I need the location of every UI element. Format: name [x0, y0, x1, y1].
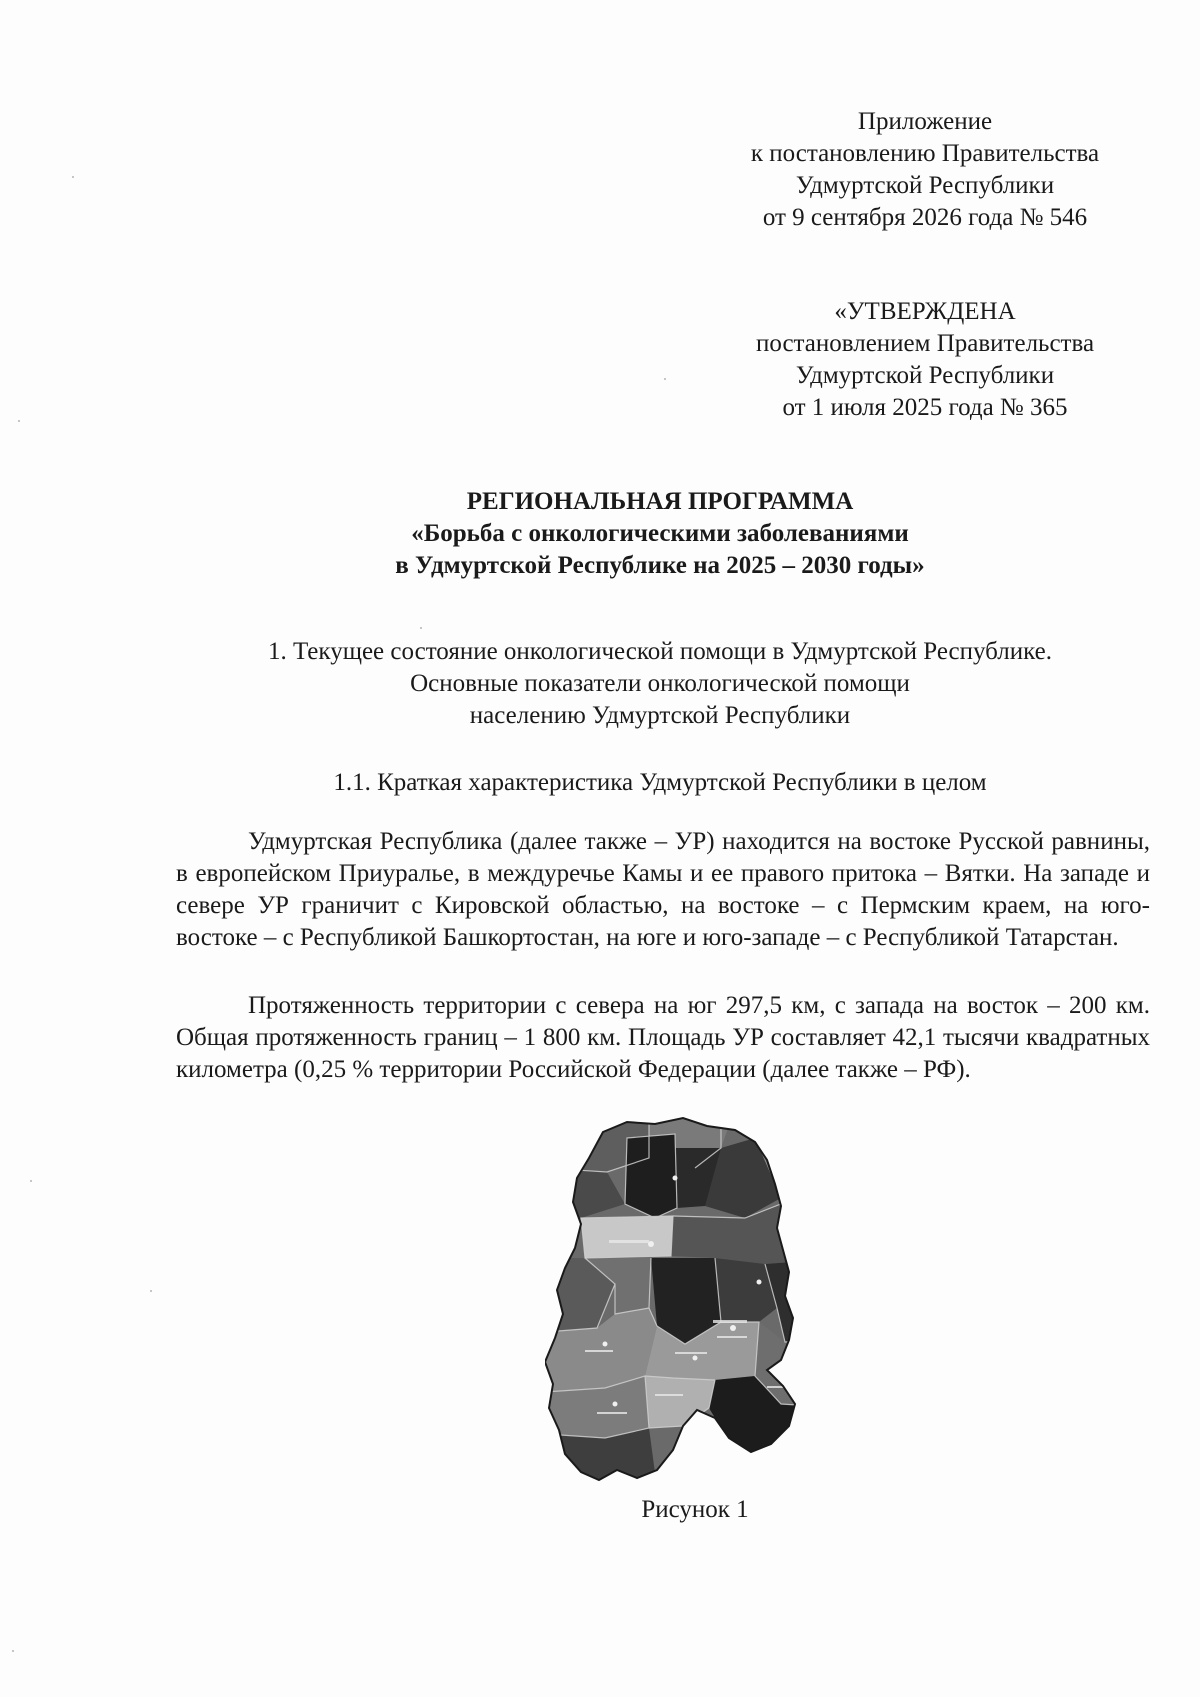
appendix-line: от 9 сентября 2026 года № 546: [762, 204, 1088, 231]
scan-speck: [12, 1650, 14, 1652]
scan-speck: [18, 420, 20, 422]
udmurtia-map-figure: [545, 1108, 845, 1488]
title-line: РЕГИОНАЛЬНАЯ ПРОГРАММА: [466, 488, 854, 515]
program-title: [300, 486, 1020, 582]
appendix-line: Удмуртской Республики: [795, 172, 1055, 199]
section-heading-line: 1. Текущее состояние онкологической помощи в Удмуртской Республике.: [267, 638, 1053, 665]
approved-line: от 1 июля 2025 года № 365: [782, 394, 1068, 421]
figure-caption: Рисунок 1: [641, 1496, 749, 1523]
appendix-line: Приложение: [857, 108, 993, 135]
body-paragraph: Протяженность территории с севера на юг 297,5 км, с запада на восток – 200 км. Общая протяженность границ – 1 800 км. Площадь УР составляет 42,1 тысячи квадратных километра (0,25 % территории Российской Федерации (далее также – РФ).: [176, 992, 1150, 1083]
approved-header: [705, 296, 1145, 424]
scan-speck: [30, 1180, 32, 1182]
section-heading-line: населению Удмуртской Республики: [469, 702, 851, 729]
title-line: «Борьба с онкологическими заболеваниями: [411, 520, 909, 547]
appendix-header: [705, 106, 1145, 234]
scan-speck: [664, 378, 666, 380]
section-heading-line: Основные показатели онкологической помощи: [410, 670, 910, 697]
appendix-line: к постановлению Правительства: [750, 140, 1100, 167]
approved-line: постановлением Правительства: [755, 330, 1095, 357]
body-paragraph: Удмуртская Республика (далее также – УР) находится на востоке Русской равнины, в европейском Приуралье, в междуречье Камы и ее правого притока – Вятки. На западе и севере УР граничит с Кировской областью, на востоке – с Пермским краем, на юго-востоке – с Республикой Башкортостан, на юге и юго-западе – с Республикой Татарстан.: [176, 828, 1150, 951]
section-1-heading: [150, 636, 1170, 732]
title-line: в Удмуртской Республике на 2025 – 2030 годы»: [395, 552, 925, 579]
approved-line: «УТВЕРЖДЕНА: [834, 298, 1016, 325]
subsection-1-1-heading: 1.1. Краткая характеристика Удмуртской Республики в целом: [333, 769, 987, 796]
scan-speck: [420, 627, 422, 629]
scan-speck: [72, 176, 74, 178]
map-icon: [545, 1108, 845, 1488]
approved-line: Удмуртской Республики: [795, 362, 1055, 389]
scan-speck: [150, 1290, 152, 1292]
